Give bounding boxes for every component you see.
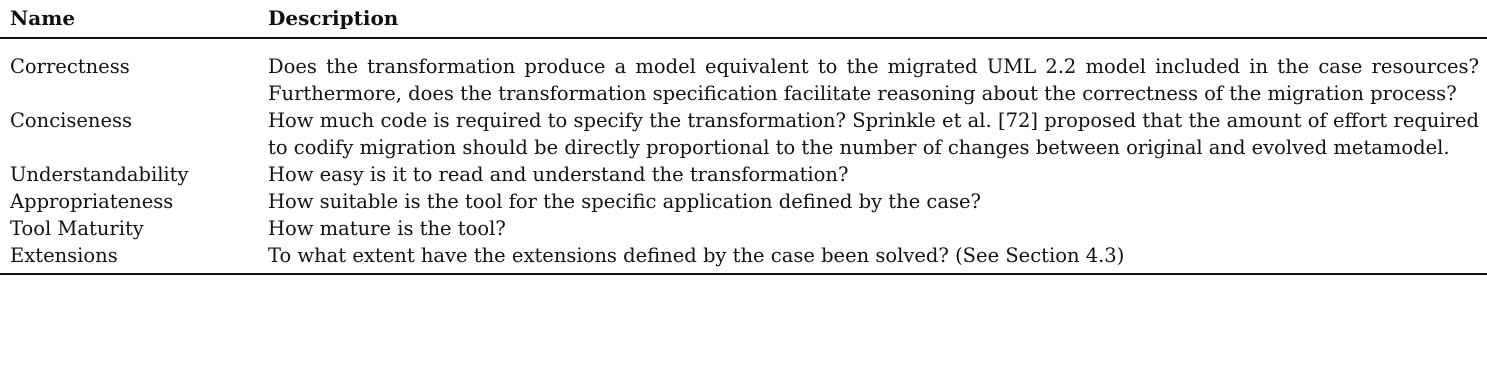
row-name: Tool Maturity [10, 217, 144, 240]
table-row [0, 188, 1487, 215]
row-description: How much code is required to specify the transformation? Sprinkle et al. [72] proposed that the amount of effort required to codify migration should be directly proportional to the number of changes between original and evolved metamodel. [268, 109, 1479, 159]
table-row [0, 107, 1487, 161]
table-header [0, 0, 1487, 38]
row-name: Understandability [10, 163, 189, 186]
row-name: Appropriateness [10, 190, 174, 213]
row-name: Extensions [10, 244, 118, 267]
header-name: Name [0, 0, 264, 38]
table-row [0, 38, 1487, 107]
row-description: How mature is the tool? [268, 217, 506, 240]
header-row [0, 0, 1487, 38]
row-description: How suitable is the tool for the specific application defined by the case? [268, 190, 981, 213]
row-description: To what extent have the extensions defined by the case been solved? (See Section 4.3) [268, 244, 1125, 267]
table-body [0, 38, 1487, 274]
table-row [0, 242, 1487, 274]
header-description: Description [264, 0, 1487, 38]
table-row [0, 161, 1487, 188]
table-row [0, 215, 1487, 242]
row-description: Does the transformation produce a model equivalent to the migrated UML 2.2 model included in the case resources? Furthermore, does the transformation specification facilitate reasoning about the correctness of the migration process? [268, 55, 1479, 105]
row-description: How easy is it to read and understand the transformation? [268, 163, 849, 186]
row-name: Conciseness [10, 109, 133, 132]
row-name: Correctness [10, 55, 130, 78]
